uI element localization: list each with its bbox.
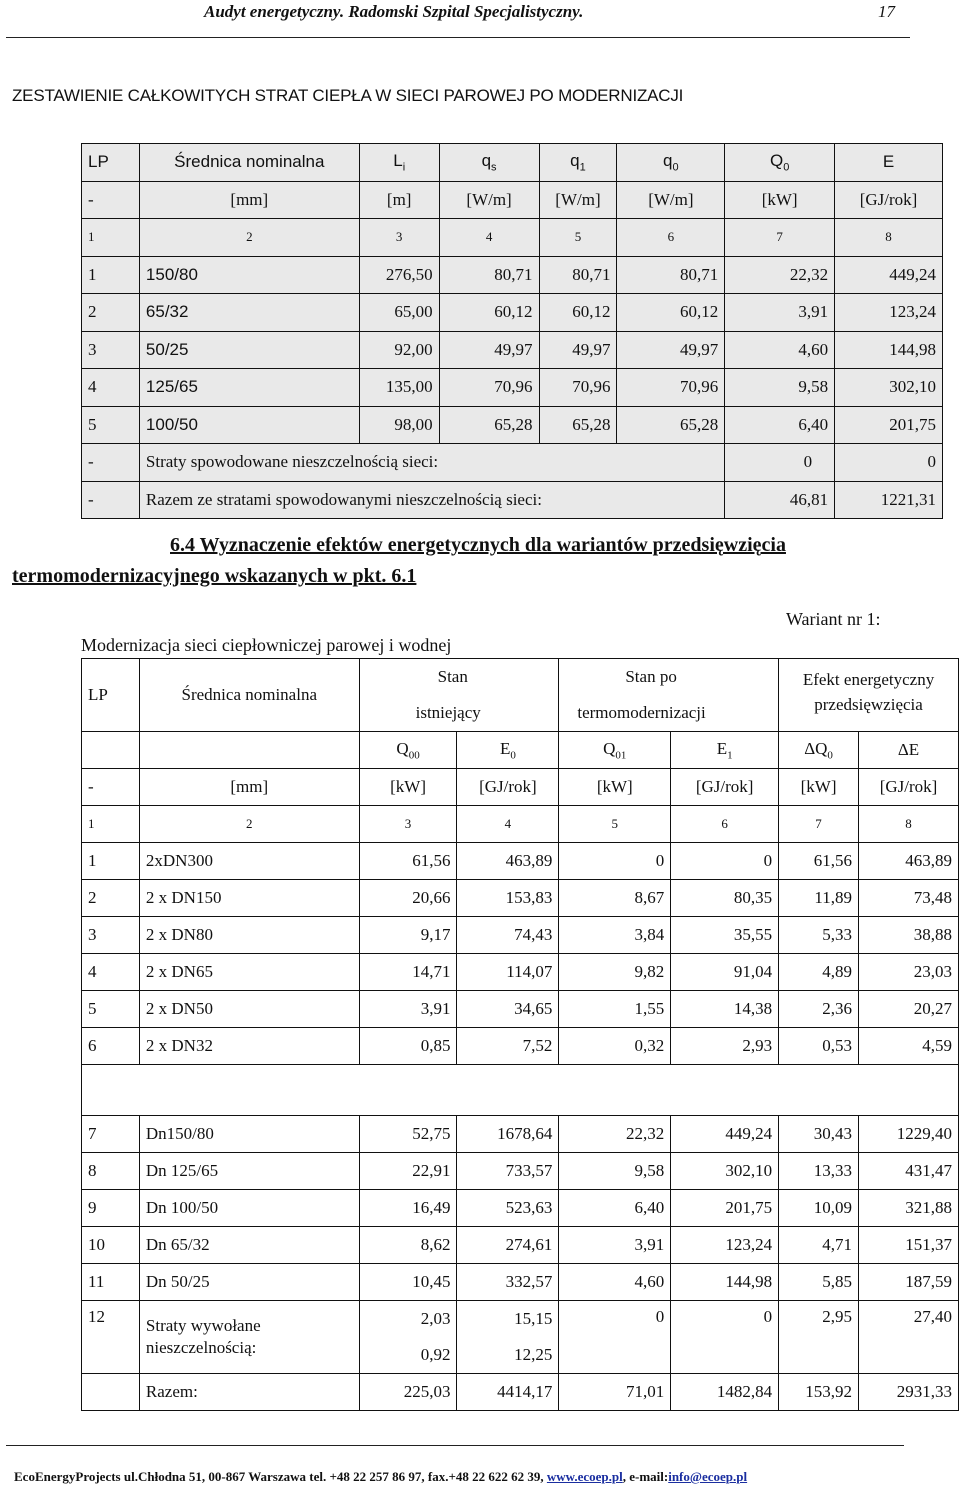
row-value: 4,60 bbox=[725, 331, 835, 369]
col-header-lp: LP bbox=[82, 144, 140, 182]
row-value: 3,91 bbox=[359, 991, 457, 1028]
row-diameter: 125/65 bbox=[139, 369, 359, 407]
page-number: 17 bbox=[878, 2, 895, 21]
col-header-qs: $q_s$ bbox=[439, 144, 539, 182]
row-value: 4,71 bbox=[779, 1227, 859, 1264]
row-value: 431,47 bbox=[859, 1153, 959, 1190]
row-value: 65,28 bbox=[617, 406, 725, 444]
col-number: 8 bbox=[859, 806, 959, 843]
leak-lp: - bbox=[82, 444, 140, 482]
col-number: 1 bbox=[82, 806, 140, 843]
row-value: 151,37 bbox=[859, 1227, 959, 1264]
spacer-row bbox=[82, 1065, 959, 1116]
row-value: 10,09 bbox=[779, 1190, 859, 1227]
row-value: 61,56 bbox=[779, 843, 859, 880]
row-value: 302,10 bbox=[671, 1153, 779, 1190]
table-row bbox=[82, 331, 943, 369]
col-header-existing: Stan istniejący bbox=[359, 659, 559, 732]
section-heading-line1: 6.4 Wyznaczenie efektów energetycznych dla wariantów przedsięwzięcia bbox=[170, 534, 786, 556]
row-diameter: 150/80 bbox=[139, 256, 359, 294]
row-value: 1,55 bbox=[559, 991, 671, 1028]
total-e1: 1482,84 bbox=[671, 1374, 779, 1411]
total-q: 46,81 bbox=[725, 481, 835, 519]
unit-cell: [W/m] bbox=[617, 181, 725, 219]
empty-cell bbox=[82, 732, 140, 769]
col-header-diameter: Średnica nominalna bbox=[139, 144, 359, 182]
row-value: 523,63 bbox=[457, 1190, 559, 1227]
row-value: 302,10 bbox=[835, 369, 943, 407]
leak-e: 0 bbox=[835, 444, 943, 482]
unit-cell: [kW] bbox=[359, 769, 457, 806]
footer-mail-link[interactable]: info@ecoep.pl bbox=[668, 1469, 748, 1484]
col-number: 3 bbox=[359, 806, 457, 843]
total-label: Razem ze stratami spowodowanymi nieszczelnością sieci: bbox=[139, 481, 724, 519]
row-value: 7,52 bbox=[457, 1028, 559, 1065]
total-e: 1221,31 bbox=[835, 481, 943, 519]
row-value: 4,60 bbox=[559, 1264, 671, 1301]
unit-cell: - bbox=[82, 181, 140, 219]
row-lp: 3 bbox=[82, 917, 140, 954]
row-value: 1678,64 bbox=[457, 1116, 559, 1153]
row-diameter: Dn 65/32 bbox=[139, 1227, 359, 1264]
row-q00: 2,03 0,92 bbox=[359, 1301, 457, 1374]
row-value: 22,32 bbox=[725, 256, 835, 294]
row-lp: 10 bbox=[82, 1227, 140, 1264]
row-lp: 11 bbox=[82, 1264, 140, 1301]
section-heading-line2: termomodernizacyjnego wskazanych w pkt. 6.1 bbox=[12, 565, 417, 587]
footer-mail-label: , e-mail: bbox=[622, 1469, 669, 1484]
row-value: 9,82 bbox=[559, 954, 671, 991]
unit-cell: [GJ/rok] bbox=[835, 181, 943, 219]
row-value: 30,43 bbox=[779, 1116, 859, 1153]
row-value: 9,17 bbox=[359, 917, 457, 954]
col-number: 7 bbox=[779, 806, 859, 843]
row-value: 123,24 bbox=[671, 1227, 779, 1264]
row-lp: 5 bbox=[82, 991, 140, 1028]
row-label: Straty wywołane nieszczelnością: bbox=[139, 1301, 359, 1374]
row-lp: 12 bbox=[82, 1301, 140, 1374]
table1-title: ZESTAWIENIE CAŁKOWITYCH STRAT CIEPŁA W SIECI PAROWEJ PO MODERNIZACJI bbox=[12, 86, 684, 105]
unit-cell: [mm] bbox=[139, 769, 359, 806]
row-diameter: Dn 50/25 bbox=[139, 1264, 359, 1301]
row-value: 5,33 bbox=[779, 917, 859, 954]
row-value: 4,89 bbox=[779, 954, 859, 991]
col-header-Q0: $Q_0$ bbox=[725, 144, 835, 182]
row-value: 49,97 bbox=[539, 331, 617, 369]
row-value: 276,50 bbox=[359, 256, 439, 294]
total-e0: 4414,17 bbox=[457, 1374, 559, 1411]
sym-e1: $E_1$ bbox=[671, 732, 779, 769]
row-value: 274,61 bbox=[457, 1227, 559, 1264]
row-value: 187,59 bbox=[859, 1264, 959, 1301]
total-q01: 71,01 bbox=[559, 1374, 671, 1411]
page-header bbox=[0, 0, 960, 40]
row-value: 4,59 bbox=[859, 1028, 959, 1065]
col-header-lp: LP bbox=[82, 659, 140, 732]
row-lp: 7 bbox=[82, 1116, 140, 1153]
col-number: 6 bbox=[671, 806, 779, 843]
row-value: 201,75 bbox=[671, 1190, 779, 1227]
row-value: 70,96 bbox=[617, 369, 725, 407]
row-value: 9,58 bbox=[725, 369, 835, 407]
row-value: 463,89 bbox=[457, 843, 559, 880]
row-value: 13,33 bbox=[779, 1153, 859, 1190]
row-value: 49,97 bbox=[617, 331, 725, 369]
row-value: 35,55 bbox=[671, 917, 779, 954]
row-value: 0 bbox=[671, 843, 779, 880]
row-value: 144,98 bbox=[671, 1264, 779, 1301]
sym-de: ΔE bbox=[859, 732, 959, 769]
unit-cell: [kW] bbox=[559, 769, 671, 806]
row-lp: 3 bbox=[82, 331, 140, 369]
row-lp: 8 bbox=[82, 1153, 140, 1190]
row-value: 14,38 bbox=[671, 991, 779, 1028]
total-lp: - bbox=[82, 481, 140, 519]
unit-cell: - bbox=[82, 769, 140, 806]
row-value: 98,00 bbox=[359, 406, 439, 444]
row-value: 0,85 bbox=[359, 1028, 457, 1065]
column-number-row bbox=[82, 806, 959, 843]
row-value: 22,32 bbox=[559, 1116, 671, 1153]
row-value: 80,35 bbox=[671, 880, 779, 917]
row-value: 3,91 bbox=[559, 1227, 671, 1264]
row-value: 80,71 bbox=[617, 256, 725, 294]
row-value: 123,24 bbox=[835, 294, 943, 332]
table2-caption: Modernizacja sieci ciepłowniczej parowej i wodnej bbox=[81, 635, 452, 655]
table-row bbox=[82, 1190, 959, 1227]
leak-q: 0 bbox=[725, 444, 835, 482]
row-lp: 9 bbox=[82, 1190, 140, 1227]
unit-cell: [mm] bbox=[139, 181, 359, 219]
table-row bbox=[82, 1153, 959, 1190]
symbol-row bbox=[82, 732, 959, 769]
row-diameter: 2 x DN150 bbox=[139, 880, 359, 917]
table-row bbox=[82, 1028, 959, 1065]
table-row bbox=[82, 880, 959, 917]
row-value: 3,84 bbox=[559, 917, 671, 954]
total-q00: 225,03 bbox=[359, 1374, 457, 1411]
row-value: 65,28 bbox=[439, 406, 539, 444]
row-value: 52,75 bbox=[359, 1116, 457, 1153]
row-value: 23,03 bbox=[859, 954, 959, 991]
total-label: Razem: bbox=[139, 1374, 359, 1411]
footer-company: EcoEnergyProjects bbox=[14, 1469, 121, 1484]
table-row bbox=[82, 369, 943, 407]
row-value: 321,88 bbox=[859, 1190, 959, 1227]
row-lp: 2 bbox=[82, 880, 140, 917]
row-diameter: 2xDN300 bbox=[139, 843, 359, 880]
footer-address: ul.Chłodna 51, 00-867 Warszawa bbox=[120, 1469, 310, 1484]
col-number: 7 bbox=[725, 219, 835, 257]
row-diameter: Dn 125/65 bbox=[139, 1153, 359, 1190]
table-row bbox=[82, 954, 959, 991]
row-value: 153,83 bbox=[457, 880, 559, 917]
unit-cell: [GJ/rok] bbox=[859, 769, 959, 806]
row-value: 60,12 bbox=[617, 294, 725, 332]
sym-q01: $Q_{01}$ bbox=[559, 732, 671, 769]
row-value: 80,71 bbox=[539, 256, 617, 294]
row-q01: 0 bbox=[559, 1301, 671, 1374]
leak-label: Straty spowodowane nieszczelnością sieci: bbox=[139, 444, 724, 482]
row-value: 38,88 bbox=[859, 917, 959, 954]
unit-cell: [W/m] bbox=[539, 181, 617, 219]
table-row bbox=[82, 1301, 959, 1374]
row-value: 10,45 bbox=[359, 1264, 457, 1301]
col-header-effect: Efekt energetyczny przedsięwzięcia bbox=[779, 659, 959, 732]
row-value: 73,48 bbox=[859, 880, 959, 917]
empty-cell bbox=[139, 732, 359, 769]
row-value: 733,57 bbox=[457, 1153, 559, 1190]
row-value: 2,93 bbox=[671, 1028, 779, 1065]
row-value: 16,49 bbox=[359, 1190, 457, 1227]
row-value: 332,57 bbox=[457, 1264, 559, 1301]
empty-cell bbox=[82, 1374, 140, 1411]
unit-cell: [GJ/rok] bbox=[671, 769, 779, 806]
row-value: 0 bbox=[559, 843, 671, 880]
row-diameter: 2 x DN80 bbox=[139, 917, 359, 954]
row-value: 449,24 bbox=[835, 256, 943, 294]
units-row bbox=[82, 769, 959, 806]
leak-row bbox=[82, 444, 943, 482]
row-value: 34,65 bbox=[457, 991, 559, 1028]
table-row bbox=[82, 294, 943, 332]
empty-cell bbox=[82, 1065, 959, 1116]
col-number: 6 bbox=[617, 219, 725, 257]
header-divider bbox=[6, 37, 910, 38]
row-value: 463,89 bbox=[859, 843, 959, 880]
row-lp: 1 bbox=[82, 843, 140, 880]
header-title: Audyt energetyczny. Radomski Szpital Specjalistyczny. bbox=[204, 2, 584, 21]
row-diameter: 50/25 bbox=[139, 331, 359, 369]
row-value: 49,97 bbox=[439, 331, 539, 369]
col-header-diameter: Średnica nominalna bbox=[139, 659, 359, 732]
row-e1: 0 bbox=[671, 1301, 779, 1374]
row-value: 61,56 bbox=[359, 843, 457, 880]
row-value: 1229,40 bbox=[859, 1116, 959, 1153]
row-value: 92,00 bbox=[359, 331, 439, 369]
units-row bbox=[82, 181, 943, 219]
unit-cell: [kW] bbox=[779, 769, 859, 806]
row-value: 14,71 bbox=[359, 954, 457, 991]
table-row bbox=[82, 1227, 959, 1264]
row-value: 80,71 bbox=[439, 256, 539, 294]
row-value: 3,91 bbox=[725, 294, 835, 332]
footer-web-link[interactable]: www.ecoep.pl bbox=[546, 1469, 623, 1484]
col-number: 2 bbox=[139, 219, 359, 257]
row-value: 65,00 bbox=[359, 294, 439, 332]
col-number: 4 bbox=[457, 806, 559, 843]
col-header-after: Stan po termomodernizacji bbox=[559, 659, 779, 732]
row-lp: 1 bbox=[82, 256, 140, 294]
row-value: 22,91 bbox=[359, 1153, 457, 1190]
table-row bbox=[82, 991, 959, 1028]
col-number: 5 bbox=[559, 806, 671, 843]
row-value: 449,24 bbox=[671, 1116, 779, 1153]
row-value: 70,96 bbox=[439, 369, 539, 407]
col-number: 5 bbox=[539, 219, 617, 257]
row-value: 60,12 bbox=[439, 294, 539, 332]
col-header-li: $L_i$ bbox=[359, 144, 439, 182]
row-value: 11,89 bbox=[779, 880, 859, 917]
table-row bbox=[82, 1116, 959, 1153]
row-lp: 4 bbox=[82, 369, 140, 407]
total-dq: 153,92 bbox=[779, 1374, 859, 1411]
footer-phone: tel. +48 22 257 86 97, fax.+48 22 622 62 39, bbox=[309, 1469, 547, 1484]
page-footer bbox=[14, 1469, 747, 1485]
table-row bbox=[82, 917, 959, 954]
table-header-row bbox=[82, 144, 943, 182]
row-value: 74,43 bbox=[457, 917, 559, 954]
row-value: 8,62 bbox=[359, 1227, 457, 1264]
energy-effect-table bbox=[81, 658, 959, 1411]
row-value: 2,36 bbox=[779, 991, 859, 1028]
table-row bbox=[82, 406, 943, 444]
row-value: 20,27 bbox=[859, 991, 959, 1028]
unit-cell: [GJ/rok] bbox=[457, 769, 559, 806]
row-lp: 4 bbox=[82, 954, 140, 991]
table-row bbox=[82, 843, 959, 880]
column-number-row bbox=[82, 219, 943, 257]
col-number: 2 bbox=[139, 806, 359, 843]
row-value: 6,40 bbox=[725, 406, 835, 444]
row-e0: 15,15 12,25 bbox=[457, 1301, 559, 1374]
row-diameter: Dn150/80 bbox=[139, 1116, 359, 1153]
col-number: 8 bbox=[835, 219, 943, 257]
col-header-E: E bbox=[835, 144, 943, 182]
row-value: 201,75 bbox=[835, 406, 943, 444]
row-value: 0,53 bbox=[779, 1028, 859, 1065]
row-diameter: 2 x DN50 bbox=[139, 991, 359, 1028]
section-heading bbox=[12, 530, 942, 592]
row-value: 5,85 bbox=[779, 1264, 859, 1301]
row-diameter: Dn 100/50 bbox=[139, 1190, 359, 1227]
table-row bbox=[82, 1264, 959, 1301]
col-header-q0: $q_0$ bbox=[617, 144, 725, 182]
row-lp: 6 bbox=[82, 1028, 140, 1065]
row-diameter: 2 x DN65 bbox=[139, 954, 359, 991]
table-row bbox=[82, 256, 943, 294]
sym-e0: $E_0$ bbox=[457, 732, 559, 769]
row-value: 65,28 bbox=[539, 406, 617, 444]
row-value: 114,07 bbox=[457, 954, 559, 991]
row-value: 0,32 bbox=[559, 1028, 671, 1065]
total-row bbox=[82, 481, 943, 519]
total-de: 2931,33 bbox=[859, 1374, 959, 1411]
row-value: 9,58 bbox=[559, 1153, 671, 1190]
col-number: 1 bbox=[82, 219, 140, 257]
row-diameter: 65/32 bbox=[139, 294, 359, 332]
row-dq: 2,95 bbox=[779, 1301, 859, 1374]
row-diameter: 2 x DN32 bbox=[139, 1028, 359, 1065]
row-value: 144,98 bbox=[835, 331, 943, 369]
heat-loss-table bbox=[81, 143, 943, 519]
variant-label: Wariant nr 1: bbox=[786, 609, 881, 629]
unit-cell: [m] bbox=[359, 181, 439, 219]
row-value: 70,96 bbox=[539, 369, 617, 407]
sym-q00: $Q_{00}$ bbox=[359, 732, 457, 769]
row-value: 91,04 bbox=[671, 954, 779, 991]
col-header-q1: $q_1$ bbox=[539, 144, 617, 182]
row-value: 135,00 bbox=[359, 369, 439, 407]
col-number: 3 bbox=[359, 219, 439, 257]
row-value: 60,12 bbox=[539, 294, 617, 332]
total-row bbox=[82, 1374, 959, 1411]
row-value: 8,67 bbox=[559, 880, 671, 917]
footer-divider bbox=[6, 1445, 904, 1446]
sym-dq: $\Delta Q_0$ bbox=[779, 732, 859, 769]
row-lp: 2 bbox=[82, 294, 140, 332]
unit-cell: [kW] bbox=[725, 181, 835, 219]
row-diameter: 100/50 bbox=[139, 406, 359, 444]
row-value: 6,40 bbox=[559, 1190, 671, 1227]
row-de: 27,40 bbox=[859, 1301, 959, 1374]
row-lp: 5 bbox=[82, 406, 140, 444]
col-number: 4 bbox=[439, 219, 539, 257]
row-value: 20,66 bbox=[359, 880, 457, 917]
unit-cell: [W/m] bbox=[439, 181, 539, 219]
